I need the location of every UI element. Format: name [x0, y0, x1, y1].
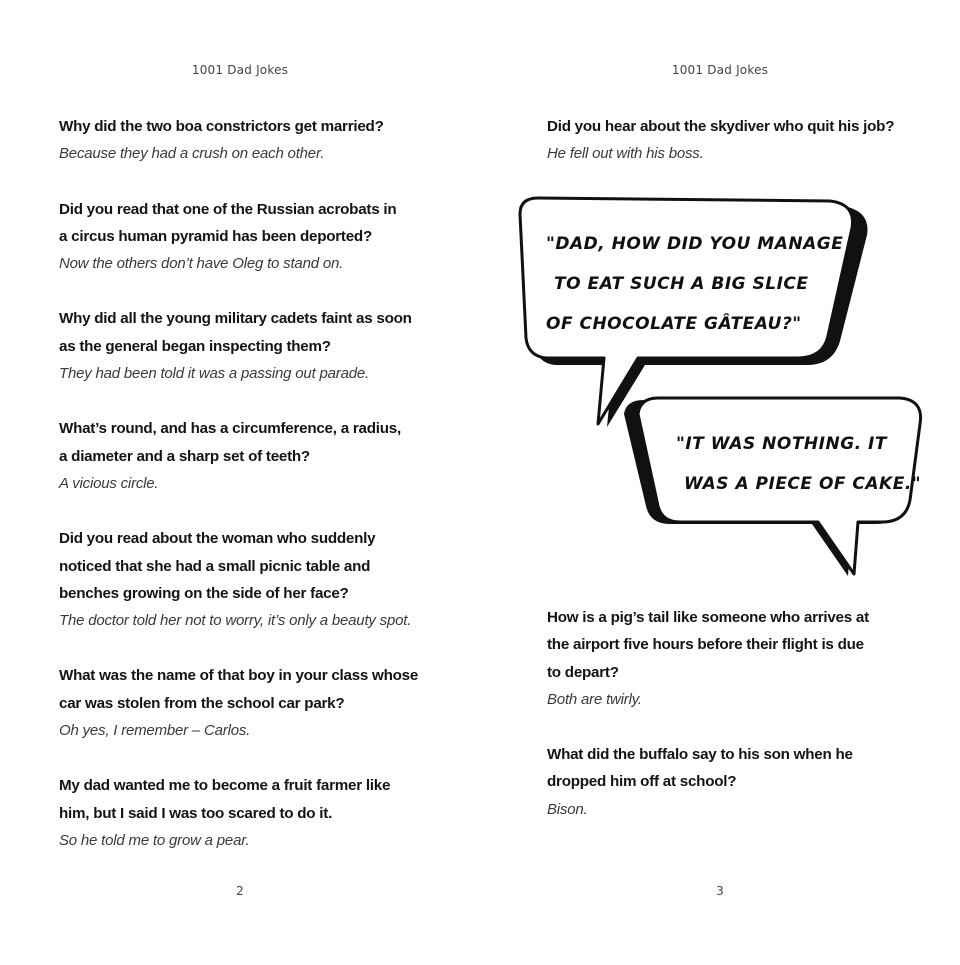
joke — [59, 196, 439, 278]
joke-question — [59, 772, 439, 827]
speech-bubble-dad — [676, 424, 926, 504]
joke-question — [59, 662, 439, 717]
joke-answer: Because they had a crush on each other. — [59, 145, 325, 163]
question-line: a diameter and a sharp set of teeth? — [59, 447, 310, 465]
right-page — [480, 0, 960, 960]
question-line: What did the buffalo say to his son when he — [547, 746, 853, 764]
joke — [59, 772, 439, 854]
running-head: 1001 Dad Jokes — [191, 63, 289, 77]
joke-question — [547, 741, 927, 796]
question-line: benches growing on the side of her face? — [59, 584, 349, 602]
joke-answer: He fell out with his boss. — [547, 145, 704, 163]
question-line: a circus human pyramid has been deported? — [59, 227, 372, 245]
bubble-line: WAS A PIECE OF CAKE." — [684, 474, 922, 494]
question-line: Did you read about the woman who suddenly — [59, 530, 376, 548]
bubble-line: "IT WAS NOTHING. IT — [676, 434, 887, 454]
left-page — [0, 0, 480, 960]
joke — [59, 415, 439, 497]
joke-answer: So he told me to grow a pear. — [59, 831, 250, 849]
joke-question — [59, 196, 439, 251]
joke-answer: The doctor told her not to worry, it’s only a beauty spot. — [59, 612, 412, 630]
joke-question: Why did the two boa constrictors get married? — [59, 118, 384, 135]
question-line: Why did all the young military cadets faint as soon — [59, 310, 412, 328]
bubble-line: OF CHOCOLATE GÂTEAU?" — [546, 314, 802, 334]
question-line: noticed that she had a small picnic table and — [59, 557, 371, 575]
question-line: car was stolen from the school car park? — [59, 694, 345, 712]
joke — [59, 525, 439, 634]
joke-question — [59, 525, 439, 607]
question-line: What’s round, and has a circumference, a radius, — [59, 420, 401, 438]
question-line: My dad wanted me to become a fruit farmer like — [59, 777, 391, 795]
question-line: How is a pig’s tail like someone who arrives at — [547, 609, 869, 626]
joke-answer: A vicious circle. — [59, 474, 159, 492]
question-line: as the general began inspecting them? — [59, 337, 331, 355]
joke-answer: Now the others don’t have Oleg to stand on. — [59, 255, 344, 273]
question-line: to depart? — [547, 663, 619, 681]
joke-list-bottom — [547, 604, 927, 851]
joke — [59, 113, 439, 168]
joke — [547, 604, 927, 713]
question-line: dropped him off at school? — [547, 773, 737, 791]
joke-answer: Oh yes, I remember – Carlos. — [59, 722, 251, 740]
joke-question — [59, 415, 439, 470]
joke-answer: Both are twirly. — [547, 690, 642, 708]
joke — [59, 662, 439, 744]
running-head: 1001 Dad Jokes — [671, 63, 769, 77]
question-line: Did you read that one of the Russian acrobats in — [59, 200, 397, 218]
speech-bubble-child — [546, 224, 846, 344]
question-line: the airport five hours before their flight is due — [547, 636, 864, 654]
page-number: 3 — [716, 884, 724, 898]
bubble-line: TO EAT SUCH A BIG SLICE — [554, 274, 809, 294]
joke-list — [59, 113, 439, 882]
joke — [59, 305, 439, 387]
joke — [547, 741, 927, 823]
question-line: What was the name of that boy in your class whose — [59, 667, 419, 685]
question-line: him, but I said I was too scared to do it. — [59, 804, 333, 822]
joke-question — [547, 604, 927, 686]
joke-question — [59, 305, 439, 360]
joke-answer: Bison. — [547, 800, 588, 818]
joke-question: Did you hear about the skydiver who quit his job? — [547, 118, 895, 135]
joke-answer: They had been told it was a passing out parade. — [59, 365, 369, 383]
bubble-line: "DAD, HOW DID YOU MANAGE — [546, 234, 844, 254]
page-number: 2 — [236, 884, 244, 898]
